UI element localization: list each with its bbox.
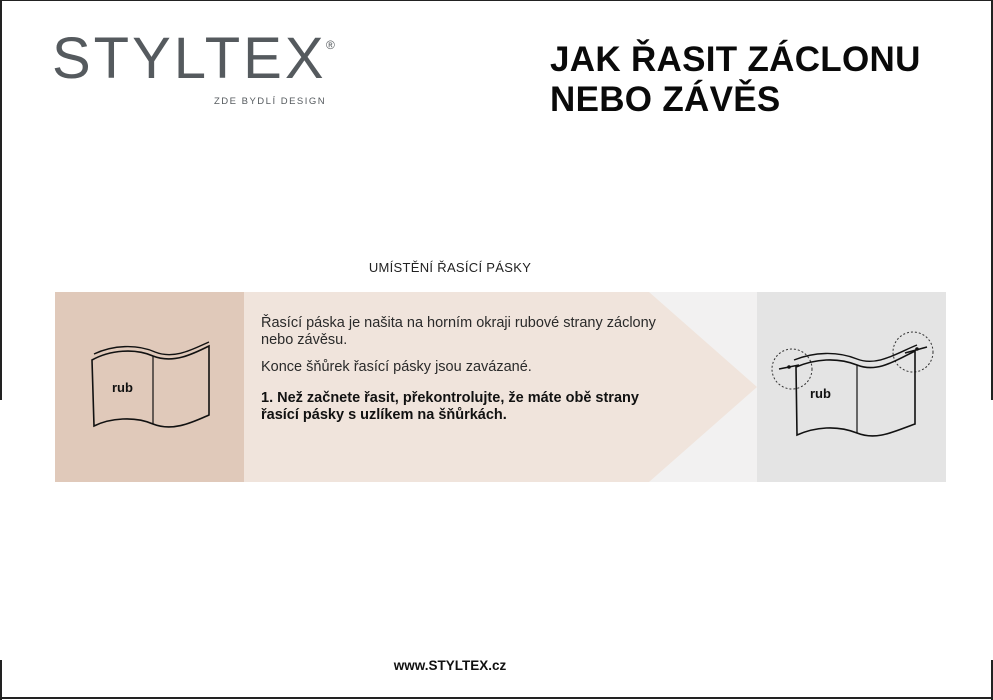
instruction-text [261, 315, 661, 434]
curtain-back-illustration [85, 340, 215, 435]
section-heading: UMÍSTĚNÍ ŘASÍCÍ PÁSKY [368, 260, 532, 275]
instruction-paragraph-1: Řasící páska je našita na horním okraji rubové strany záclony nebo závěsu. [261, 315, 656, 348]
footer-website-link[interactable]: www.STYLTEX.cz [393, 658, 507, 673]
registered-mark: ® [326, 38, 335, 52]
curtain-tape-knots-illustration [767, 327, 937, 442]
brand-name: STYLTEX [52, 26, 327, 91]
brand-logo [52, 26, 352, 107]
knot-circle-left-icon [772, 349, 812, 389]
page-border-bottom [0, 697, 993, 699]
right-figure-label: rub [810, 386, 831, 401]
left-figure-label: rub [112, 380, 133, 395]
brand-tagline: ZDE BYDLÍ DESIGN [214, 96, 327, 107]
page-title-line1: JAK ŘASIT ZÁCLONU [550, 40, 921, 79]
page-title-line2: NEBO ZÁVĚS [550, 80, 781, 119]
page-border-top [0, 0, 993, 1]
page-title [550, 40, 970, 120]
page-border-left [0, 0, 2, 400]
instruction-paragraph-2: Konce šňůrek řasící pásky jsou zavázané. [261, 359, 532, 375]
instruction-step-1: 1. Než začnete řasit, překontrolujte, že máte obě strany řasící pásky s uzlíkem na šňůrkách. [261, 390, 639, 423]
